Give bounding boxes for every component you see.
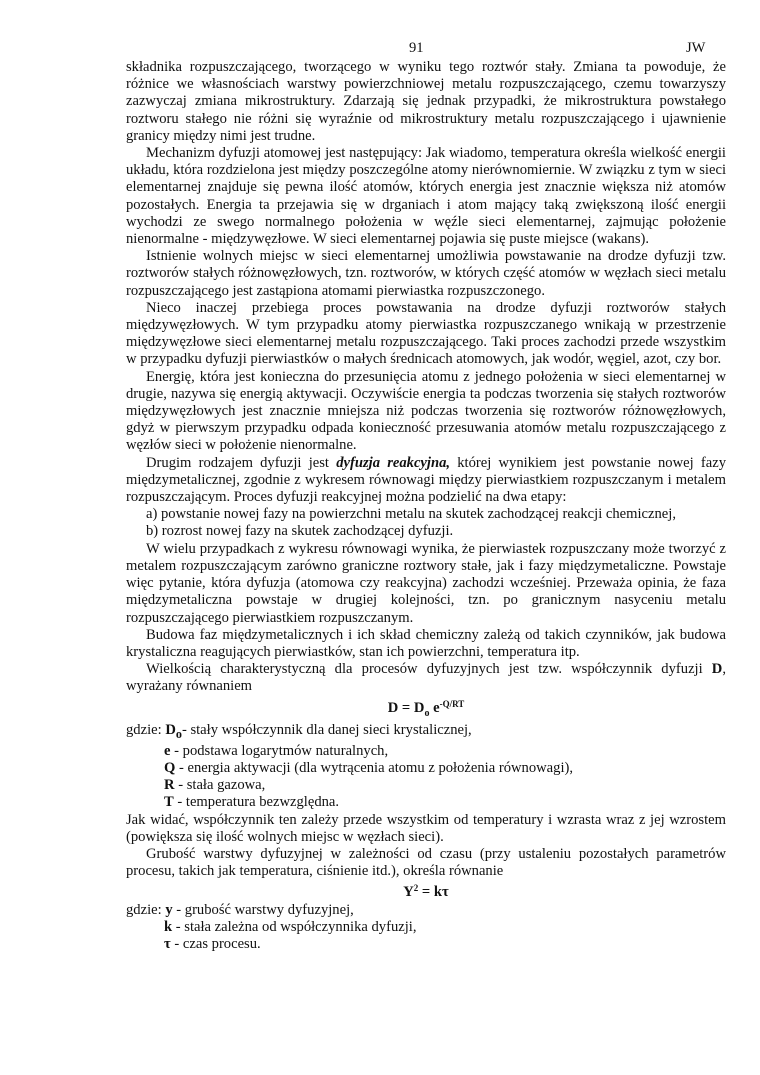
def2-intro: gdzie: [126, 901, 166, 918]
paragraph-11: Grubość warstwy dyfuzyjnej w zależności od czasu (przy ustaleniu pozostałych parametrów procesu, takich jak temperatura, ciśnienie itd.), określa równanie [126, 845, 726, 880]
paragraph-7: W wielu przypadkach z wykresu równowagi wynika, że pierwiastek rozpuszczany może tworzyć z metalem rozpuszczającym zarówno graniczne roztwory stałe, jak i fazy międzymetaliczne. Powstaje więc pytanie, która dyfuzja (atomowa czy reakcyjna) zachodzi wcześniej. Przeważa opinia, że faza międzymetaliczna powstaje w drugiej kolejności, tzn. po granicznym nasyceniu metalu rozpuszczającego pierwiastkiem rozpuszczanym. [126, 540, 726, 626]
list-item-a: a) powstanie nowej fazy na powierzchni metalu na skutek zachodzącej reakcji chemicznej, [146, 506, 676, 523]
def-k-text: - stała zależna od współczynnika dyfuzji, [172, 918, 417, 935]
def-t-text: - temperatura bezwzględna. [173, 794, 340, 811]
def-r [126, 777, 726, 794]
def-tau-text: - czas procesu. [170, 935, 261, 952]
eq2-y: Y [403, 884, 414, 901]
def-y [126, 902, 726, 919]
def-tau [126, 936, 726, 953]
diffusion-equation [126, 696, 726, 722]
paragraph-1: składnika rozpuszczającego, tworzącego w wyniku tego roztwór stały. Zmiana ta powoduje, że różnice we własnościach warstwy powierzchniowej metalu rozpuszczającego, czemu towarzyszy zazwyczaj zmiana mikrostruktury. Zdarzają się jednak przypadki, że mikrostruktura powstałego roztworu stałego nie różni się wyraźnie od mikrostruktury metalu rozpuszczającego i ujawnienie granicy między nimi jest trudne. [126, 59, 726, 144]
paragraph-9-start: Wielkością charakterystyczną dla procesów dyfuzyjnych jest tzw. współczynnik dyfuzji [146, 661, 712, 678]
paragraph-9-end: , wyrażany równaniem [126, 661, 726, 695]
def-d0-text: - stały współczynnik dla danej sieci krystalicznej, [181, 721, 472, 738]
def-t [126, 794, 726, 811]
eq-sub: o [424, 707, 430, 719]
eq2-rhs: = kτ [418, 884, 449, 901]
symbol-d: D [711, 661, 723, 678]
def-e-text: - podstawa logarytmów naturalnych, [170, 742, 389, 759]
eq2-exponent: 2 [413, 883, 419, 894]
paragraph-6 [126, 455, 726, 507]
paragraph-4: Nieco inaczej przebiega proces powstawania na drodze dyfuzji roztworów stałych międzywęzłowych. W tym przypadku atomy pierwiastka rozpuszczanego wnikają w przestrzenie międzywęzłowe sieci elementarnej metalu rozpuszczającego. Taki proces zachodzi przede wszystkim w przypadku dyfuzji pierwiastków o małych średnicach atomowych, jak wodór, węgiel, azot, czy bor. [126, 299, 726, 368]
paragraph-5: Energię, która jest konieczna do przesunięcia atomu z jednego położenia w sieci elementarnej w drugie, nazywa się energią aktywacji. Oczywiście energia ta podczas tworzenia się stałych roztworów międzywęzłowych jest znacznie mniejsza niż podczas tworzenia się roztworów różnowęzłowych, gdyż w pierwszym przypadku odpada konieczność przesuwania atomów metalu rozpuszczającego z węzłów sieci w położenie nienormalne. [126, 368, 726, 454]
def-k-symbol: k [164, 918, 173, 935]
term-reactive-diffusion: dyfuzja reakcyjna, [336, 454, 451, 471]
paragraph-10: Jak widać, współczynnik ten zależy przede wszystkim od temperatury i wzrasta wraz z jej wzrostem (powiększa się ilość wolnych miejsc w węzłach sieci). [126, 811, 726, 845]
def-y-symbol: y [165, 901, 173, 918]
paragraph-6-end: której wynikiem jest powstanie nowej fazy międzymetalicznej, zgodnie z wykresem równowagi między pierwiastkiem rozpuszczanym i metalem rozpuszczającym. Proces dyfuzji reakcyjnej można podzielić na dwa etapy: [126, 454, 726, 506]
paragraph-8: Budowa faz międzymetalicznych i ich skład chemiczny zależą od takich czynników, jak budowa krystaliczna reagujących pierwiastków, stan ich powierzchni, temperatura itp. [126, 626, 726, 660]
eq-lhs: D = D [387, 699, 425, 716]
eq-exponent: -Q/RT [439, 698, 465, 709]
thickness-equation [126, 880, 726, 901]
def-intro: gdzie: [126, 721, 166, 738]
paragraph-3: Istnienie wolnych miejsc w sieci elementarnej umożliwia powstawanie na drodze dyfuzji tzw. roztworów stałych różnowęzłowych, tzn. roztworów, w których część atomów w węzłach sieci metalu rozpuszczającego jest zastąpiona atomami pierwiastka rozpuszczonego. [126, 248, 726, 299]
def-t-symbol: T [164, 794, 174, 811]
def-q-text: - energia aktywacji (dla wytrącenia atomu z położenia równowagi), [175, 759, 574, 776]
def-d0 [126, 722, 726, 743]
eq-e: e [429, 699, 440, 716]
document-body [126, 59, 726, 953]
list-item-b: b) rozrost nowej fazy na skutek zachodzącej dyfuzji. [146, 523, 454, 540]
page-number: 91 [409, 40, 424, 56]
paragraph-9 [126, 661, 726, 695]
paragraph-6-start: Drugim rodzajem dyfuzji jest [146, 454, 337, 471]
page-header [0, 40, 760, 58]
def-r-symbol: R [164, 777, 175, 794]
def-k [126, 919, 726, 936]
paragraph-2: Mechanizm dyfuzji atomowej jest następujący: Jak wiadomo, temperatura określa wielkość energii układu, która rozdzielona jest między poszczególne atomy nierównomiernie. W związku z tym w sieci elementarnej znajduje się pewna ilość atomów, których energia jest znacznie większa niż atomów pozostałych. Energia ta przejawia się w drganiach i atom mający taką zwiększoną ilość energii wychodzi ze swego normalnego położenia w węźle sieci elementarnej, zajmując położenie nienormalne - międzywęzłowe. W sieci elementarnej pojawia się puste miejsce (wakans). [126, 145, 726, 248]
def-d0-symbol: $D_o$ [165, 721, 182, 741]
def-q [126, 760, 726, 777]
def-tau-symbol: τ [164, 935, 171, 952]
author-initials: JW [686, 40, 706, 56]
def-y-text: - grubość warstwy dyfuzyjnej, [172, 901, 354, 918]
def-q-symbol: Q [164, 759, 176, 776]
def-e [126, 743, 726, 760]
def-r-text: - stała gazowa, [174, 777, 266, 794]
def-e-symbol: e [164, 742, 171, 759]
